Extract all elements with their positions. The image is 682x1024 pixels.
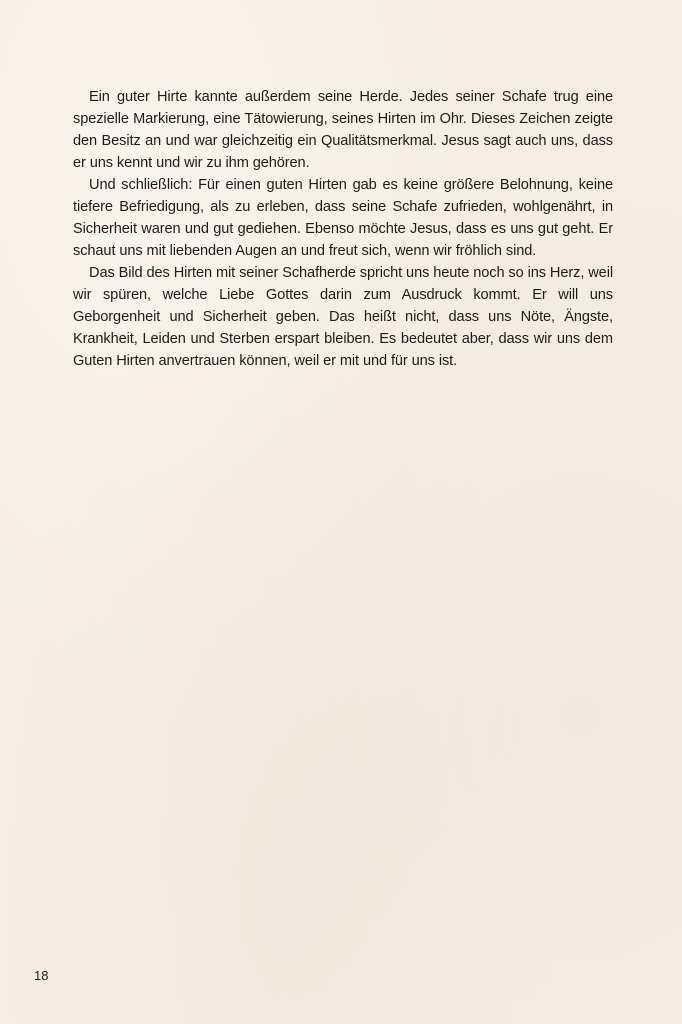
page-number: 18: [34, 968, 49, 983]
paragraph-herd: Ein guter Hirte kannte außerdem seine Herde. Jedes seiner Schafe trug eine spezielle Markierung, eine Tätowierung, seines Hirten im Ohr. Dieses Zeichen zeigte den Besitz an und war gleichzeitig ein Qualitätsmerkmal. Jesus sagt auch uns, dass er uns kennt und wir zu ihm gehören.: [73, 89, 613, 171]
body-text: [73, 86, 613, 372]
paragraph-reward: Und schließlich: Für einen guten Hirten gab es keine größere Belohnung, keine tiefere Befriedigung, als zu erleben, dass seine Schafe zufrieden, wohlgenährt, in Sicherheit waren und gut gediehen. Ebenso möchte Jesus, dass es uns gut geht. Er schaut uns mit liebenden Augen an und freut sich, wenn wir fröhlich sind.: [73, 177, 613, 259]
paragraph-shepherd-image: Das Bild des Hirten mit seiner Schafherde spricht uns heute noch so ins Herz, weil wir spüren, welche Liebe Gottes darin zum Ausdruck kommt. Er will uns Geborgenheit und Sicherheit geben. Das heißt nicht, dass uns Nöte, Ängste, Krankheit, Leiden und Sterben erspart bleiben. Es bedeutet aber, dass wir uns dem Guten Hirten anvertrauen können, weil er mit und für uns ist.: [73, 265, 613, 369]
